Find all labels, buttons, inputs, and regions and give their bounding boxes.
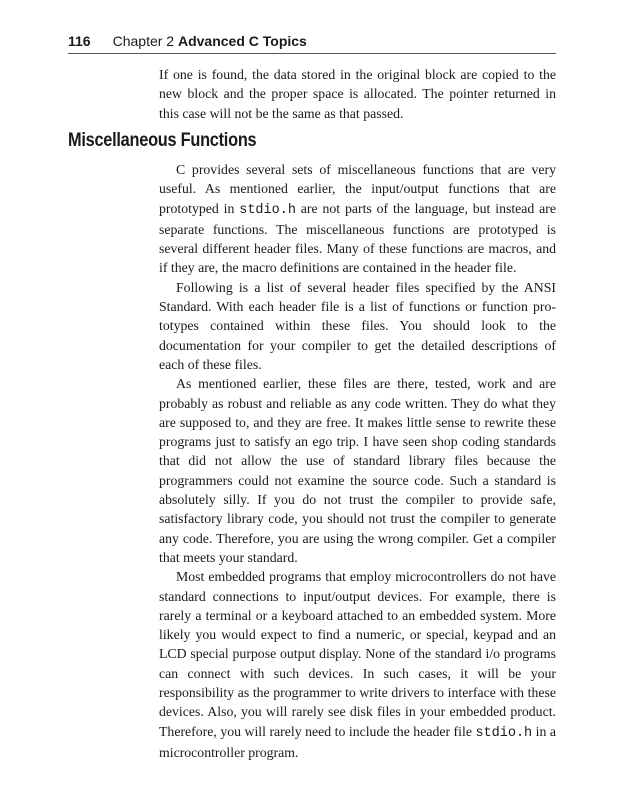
paragraph-3: As mentioned earlier, these files are there, tested, work and are probably as robust and reliable as any code written. They do what they are supposed to, and they are free. It makes little sense to rewrite these programs just to satisfy an ego trip. I have seen shop coding standards that did not allow the use of standard library files because the programmers could not examine the source code. Such a standard is absolutely silly. If you do not trust the compiler to provide safe, satisfactory library code, you should not trust the compiler to generate any code. Therefore, you are using the wrong compiler. Get a compiler that meets your standard.: [159, 376, 556, 565]
chapter-title: Advanced C Topics: [177, 33, 307, 49]
paragraph-2: Following is a list of several header files specified by the ANSI Standard. With each header file is a list of functions or function prototypes contained within these files. You should look to the documentation for your compiler to get the detailed descriptions of each of these files.: [159, 279, 556, 372]
paragraph-1: [159, 160, 556, 278]
page-number: 116: [68, 33, 91, 49]
paragraph-1-text-a: C provides several sets of miscellaneous functions that are very useful. As mentioned earlier, the input/output functions that are prototyped in: [159, 162, 556, 216]
paragraph-1-text-b: are not parts of the language, but instead are separate functions. The miscellaneous functions are prototyped is several different header files. Many of these functions are macros, and if they are, the macro definitions are contained in the header file.: [159, 200, 557, 276]
intro-block: [159, 65, 556, 123]
running-header: [68, 33, 556, 53]
body-text: [159, 160, 556, 762]
paragraph-4: [159, 567, 556, 762]
paragraph-4-text-a: Most embedded programs that employ microcontrollers do not have standard connections to input/output devices. For example, there is rarely a terminal or a keyboard attached to an embedded system. More likely you would expect to find a numeric, or special, keypad and an LCD special purpose output display. None of the standard i/o programs can connect with such devices. In such cases, it will be your responsibility as the programmer to write drivers to interface with these devices. Also, you will rarely see disk files in your embedded product. Therefore, you will rarely need to include the header file: [159, 569, 556, 739]
chapter-label: Chapter 2: [112, 33, 175, 49]
intro-paragraph: If one is found, the data stored in the original block are copied to the new block and the proper space is allocated. The pointer returned in this case will not be the same as that passed.: [159, 67, 556, 121]
paragraph-4-text-b: in a microcontroller program.: [159, 723, 556, 760]
paragraph-4-code: stdio.h: [475, 725, 533, 741]
paragraph-1-code: stdio.h: [239, 202, 296, 218]
section-heading: Miscellaneous Functions: [68, 130, 257, 151]
header-divider: [68, 53, 556, 54]
